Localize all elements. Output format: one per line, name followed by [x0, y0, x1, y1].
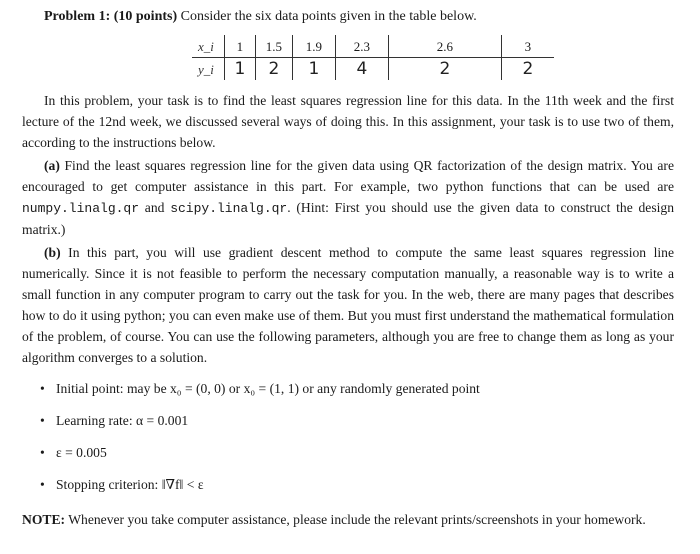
param-initial-point: • Initial point: may be x₀ = (0, 0) or x₀ = (1, 1) or any randomly generated point: [40, 378, 674, 399]
problem-title: [44, 6, 674, 27]
intro-paragraph: In this problem, your task is to find the least squares regression line for this data. In the 11th week and the first lecture of the 12nd week, we discussed several ways of doing this. In this assignment, your task is to use two of them, according to the instructions below.: [22, 93, 674, 150]
table-row-y: [192, 58, 554, 81]
part-a-paragraph: [22, 155, 674, 240]
x-header: x_i: [192, 35, 224, 58]
note-paragraph: [22, 509, 674, 530]
note-text: Whenever you take computer assistance, please include the relevant prints/screenshots in your homework.: [65, 512, 646, 527]
x-cell: 1: [224, 35, 255, 58]
y-cell: 4: [335, 58, 388, 81]
parameter-list: [22, 378, 674, 495]
data-table: [192, 35, 554, 80]
data-table-wrapper: [192, 35, 674, 80]
param-stopping-criterion: • Stopping criterion: ‖∇f‖ < ε: [40, 474, 674, 495]
part-b-text: In this part, you will use gradient descent method to compute the same least squares regression line numerically. Since it is not feasible to perform the necessary computation manually, a reasonable way is to write a small function in any computer program to carry out the task for you. In the web, there are many pages that describes how to do it using python; you can even make use of them. But you must first understand the mathematical formulation of the problem, of course. You can use the following parameters, although you are free to change them as long as your algorithm converges to a solution.: [22, 245, 674, 365]
problem-label: Problem 1: (10 points): [44, 9, 178, 24]
part-a-text: . (Hint: First you should use the given data to construct the design matrix.): [22, 200, 674, 237]
x-cell: 2.6: [388, 35, 501, 58]
part-b-paragraph: [22, 242, 674, 368]
x-cell: 1.9: [292, 35, 335, 58]
y-header: y_i: [192, 58, 224, 81]
code-scipy-qr: scipy.linalg.qr: [170, 201, 288, 216]
param-learning-rate: • Learning rate: α = 0.001: [40, 410, 674, 431]
part-a-label: (a): [44, 158, 60, 173]
problem-statement: Consider the six data points given in the table below.: [177, 9, 477, 24]
param-epsilon: • ε = 0.005: [40, 442, 674, 463]
table-row-x: [192, 35, 554, 58]
x-cell: 3: [501, 35, 554, 58]
part-a-text: and: [139, 200, 171, 215]
code-numpy-qr: numpy.linalg.qr: [22, 201, 140, 216]
x-cell: 1.5: [255, 35, 292, 58]
y-cell: 2: [388, 58, 501, 81]
note-label: NOTE:: [22, 512, 66, 527]
part-b-label: (b): [44, 245, 61, 260]
part-a-text: Find the least squares regression line for the given data using QR factorization of the design matrix. You are encouraged to get computer assistance in this part. For example, two python functions that can be used are: [22, 158, 674, 194]
y-cell: 1: [224, 58, 255, 81]
y-cell: 1: [292, 58, 335, 81]
x-cell: 2.3: [335, 35, 388, 58]
y-cell: 2: [255, 58, 292, 81]
y-cell: 2: [522, 58, 534, 79]
